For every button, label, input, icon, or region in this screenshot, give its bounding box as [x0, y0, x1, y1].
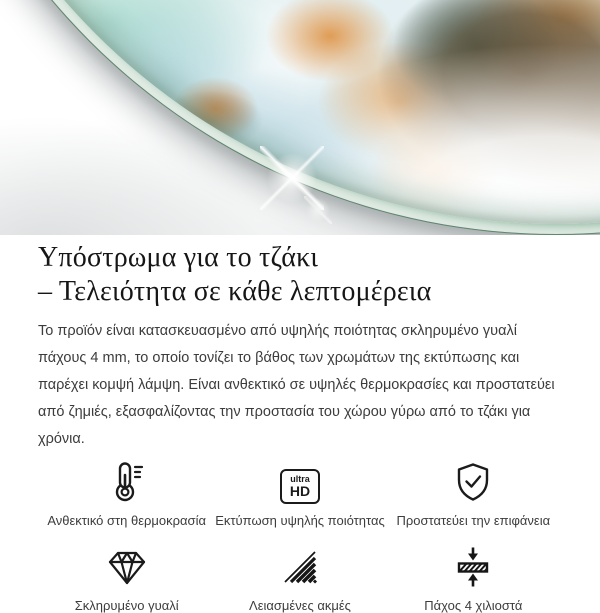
- feature-print-quality: [213, 458, 386, 529]
- page-title-line1: Υπόστρωμα για το τζάκι: [38, 242, 319, 273]
- ultra-hd-badge-bottom-text: HD: [289, 483, 311, 500]
- feature-label: Εκτύπωση υψηλής ποιότητας: [215, 513, 385, 529]
- feature-thickness: [387, 543, 560, 613]
- thermometer-icon: [105, 458, 149, 504]
- page-title-line2: – Τελειότητα σε κάθε λεπτομέρεια: [38, 275, 432, 307]
- product-image: [0, 0, 600, 235]
- feature-tempered-glass: [40, 543, 213, 613]
- sparkle-glint-small-icon: [304, 196, 332, 224]
- feature-label: Ανθεκτικό στη θερμοκρασία: [47, 513, 206, 529]
- feature-label: Προστατεύει την επιφάνεια: [396, 513, 551, 529]
- page-title: [38, 241, 562, 308]
- feature-grid: [38, 458, 562, 613]
- feature-label: Λειασμένες ακμές: [249, 597, 351, 613]
- shield-check-icon: [451, 458, 495, 504]
- feature-polished-edges: [213, 543, 386, 613]
- feature-label: Σκληρυμένο γυαλί: [74, 597, 179, 613]
- feature-surface-protection: [387, 458, 560, 529]
- polished-edges-icon: [278, 543, 322, 589]
- ultra-hd-badge-icon: [280, 458, 320, 504]
- diamond-icon: [105, 543, 149, 589]
- feature-heat-resistant: [40, 458, 213, 529]
- ultra-hd-badge-top-text: ultra: [290, 474, 310, 485]
- feature-label: Πάχος 4 χιλιοστά: [424, 597, 523, 613]
- product-description: Το προϊόν είναι κατασκευασμένο από υψηλής ποιότητας σκληρυμένο γυαλί πάχους 4 mm, το οποίο τονίζει το βάθος των χρωμάτων της εκτύπωσης και παρέχει κομψή λάμψη. Είναι ανθεκτικό σε υψηλές θερμοκρασίες και προστατεύει από ζημιές, εξασφαλίζοντας την προστασία του χώρου γύρω από το τζάκι για χρόνια.: [38, 323, 555, 448]
- product-text-block: [0, 241, 600, 613]
- thickness-arrows-icon: [451, 543, 495, 589]
